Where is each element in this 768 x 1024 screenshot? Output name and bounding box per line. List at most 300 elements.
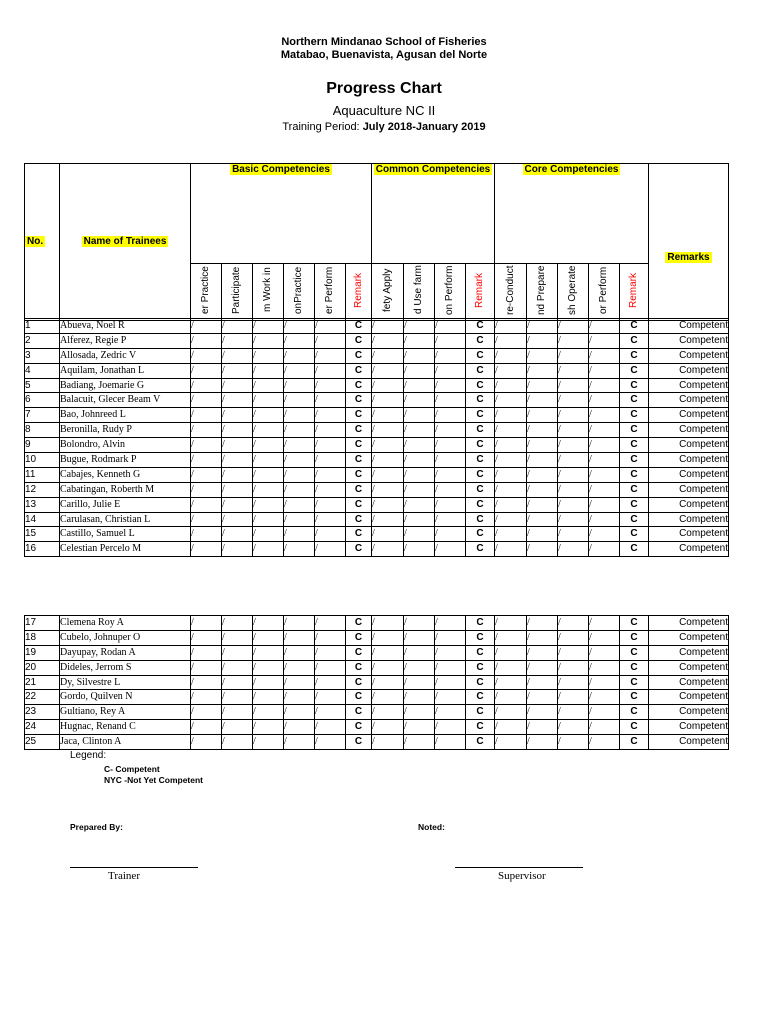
common-mark: / bbox=[372, 675, 404, 690]
core-grade: C bbox=[620, 423, 649, 438]
basic-mark: / bbox=[191, 378, 222, 393]
basic-mark: / bbox=[253, 408, 284, 423]
unit-common-3: on Perform bbox=[444, 265, 455, 315]
basic-mark: / bbox=[284, 393, 315, 408]
basic-mark: / bbox=[253, 527, 284, 542]
trainee-name: Carillo, Julie E bbox=[60, 497, 191, 512]
core-mark: / bbox=[495, 453, 527, 468]
core-mark: / bbox=[589, 482, 620, 497]
trainee-number: 19 bbox=[25, 645, 60, 660]
basic-grade: C bbox=[346, 720, 372, 735]
basic-mark: / bbox=[284, 408, 315, 423]
common-mark: / bbox=[404, 720, 435, 735]
basic-grade: C bbox=[346, 348, 372, 363]
core-mark: / bbox=[589, 645, 620, 660]
group-basic-competencies: Basic Competencies bbox=[232, 164, 330, 175]
core-mark: / bbox=[589, 348, 620, 363]
basic-mark: / bbox=[191, 497, 222, 512]
unit-core-1: re-Conduct bbox=[504, 265, 516, 315]
core-mark: / bbox=[527, 660, 558, 675]
common-mark: / bbox=[404, 527, 435, 542]
common-grade: C bbox=[466, 512, 495, 527]
core-mark: / bbox=[589, 453, 620, 468]
table-row bbox=[25, 616, 729, 631]
core-mark: / bbox=[495, 348, 527, 363]
trainer-label: Trainer bbox=[108, 870, 140, 882]
basic-mark: / bbox=[222, 393, 253, 408]
basic-mark: / bbox=[191, 453, 222, 468]
basic-mark: / bbox=[191, 660, 222, 675]
legend-competent: C- Competent bbox=[104, 764, 160, 774]
trainee-name: Gultiano, Rey A bbox=[60, 705, 191, 720]
core-mark: / bbox=[495, 333, 527, 348]
trainee-remark: Competent bbox=[649, 408, 729, 423]
core-mark: / bbox=[495, 660, 527, 675]
common-mark: / bbox=[404, 393, 435, 408]
basic-mark: / bbox=[284, 630, 315, 645]
basic-mark: / bbox=[253, 630, 284, 645]
trainee-remark: Competent bbox=[649, 705, 729, 720]
basic-mark: / bbox=[315, 645, 346, 660]
table-row bbox=[25, 482, 729, 497]
core-mark: / bbox=[527, 527, 558, 542]
col-header-name: Name of Trainees bbox=[83, 236, 167, 247]
trainee-name: Allosada, Zedric V bbox=[60, 348, 191, 363]
core-grade: C bbox=[620, 512, 649, 527]
core-grade: C bbox=[620, 333, 649, 348]
common-mark: / bbox=[435, 467, 466, 482]
trainee-remark: Competent bbox=[649, 497, 729, 512]
core-mark: / bbox=[527, 705, 558, 720]
basic-mark: / bbox=[222, 735, 253, 750]
basic-grade: C bbox=[346, 527, 372, 542]
common-mark: / bbox=[435, 453, 466, 468]
core-mark: / bbox=[527, 333, 558, 348]
core-mark: / bbox=[589, 438, 620, 453]
basic-grade: C bbox=[346, 690, 372, 705]
common-mark: / bbox=[435, 660, 466, 675]
table-row bbox=[25, 453, 729, 468]
basic-mark: / bbox=[284, 705, 315, 720]
table-row bbox=[25, 423, 729, 438]
basic-mark: / bbox=[191, 423, 222, 438]
core-mark: / bbox=[495, 423, 527, 438]
common-mark: / bbox=[435, 720, 466, 735]
trainee-remark: Competent bbox=[649, 467, 729, 482]
core-mark: / bbox=[495, 467, 527, 482]
basic-mark: / bbox=[315, 408, 346, 423]
core-grade: C bbox=[620, 497, 649, 512]
core-mark: / bbox=[589, 705, 620, 720]
core-mark: / bbox=[558, 705, 589, 720]
basic-grade: C bbox=[346, 675, 372, 690]
table-row bbox=[25, 542, 729, 557]
trainee-number: 9 bbox=[25, 438, 60, 453]
trainee-name: Hugnac, Renand C bbox=[60, 720, 191, 735]
basic-grade: C bbox=[346, 616, 372, 631]
core-grade: C bbox=[620, 720, 649, 735]
basic-mark: / bbox=[253, 735, 284, 750]
trainee-number: 23 bbox=[25, 705, 60, 720]
core-mark: / bbox=[558, 333, 589, 348]
page-title: Progress Chart bbox=[326, 80, 442, 97]
core-mark: / bbox=[589, 319, 620, 334]
core-mark: / bbox=[527, 423, 558, 438]
core-grade: C bbox=[620, 467, 649, 482]
core-grade: C bbox=[620, 645, 649, 660]
table-row bbox=[25, 333, 729, 348]
basic-mark: / bbox=[284, 527, 315, 542]
basic-mark: / bbox=[191, 393, 222, 408]
trainee-name: Aquilam, Jonathan L bbox=[60, 363, 191, 378]
basic-mark: / bbox=[315, 630, 346, 645]
common-mark: / bbox=[435, 735, 466, 750]
trainer-signature-line bbox=[70, 867, 198, 868]
basic-mark: / bbox=[253, 453, 284, 468]
trainee-remark: Competent bbox=[649, 542, 729, 557]
trainee-name: Castillo, Samuel L bbox=[60, 527, 191, 542]
trainee-remark: Competent bbox=[649, 363, 729, 378]
basic-mark: / bbox=[284, 690, 315, 705]
core-mark: / bbox=[589, 616, 620, 631]
core-mark: / bbox=[527, 482, 558, 497]
basic-mark: / bbox=[253, 393, 284, 408]
common-mark: / bbox=[372, 630, 404, 645]
common-grade: C bbox=[466, 735, 495, 750]
group-common-competencies: Common Competencies bbox=[375, 164, 491, 175]
basic-mark: / bbox=[253, 497, 284, 512]
col-header-no: No. bbox=[27, 236, 44, 247]
core-grade: C bbox=[620, 690, 649, 705]
basic-mark: / bbox=[191, 482, 222, 497]
prepared-by-label: Prepared By: bbox=[70, 822, 123, 832]
basic-mark: / bbox=[222, 660, 253, 675]
common-grade: C bbox=[466, 497, 495, 512]
common-mark: / bbox=[435, 423, 466, 438]
core-grade: C bbox=[620, 630, 649, 645]
basic-mark: / bbox=[253, 333, 284, 348]
table-row bbox=[25, 378, 729, 393]
common-mark: / bbox=[435, 363, 466, 378]
basic-mark: / bbox=[315, 438, 346, 453]
basic-mark: / bbox=[284, 542, 315, 557]
core-grade: C bbox=[620, 527, 649, 542]
core-mark: / bbox=[495, 378, 527, 393]
core-mark: / bbox=[558, 438, 589, 453]
trainee-number: 6 bbox=[25, 393, 60, 408]
common-grade: C bbox=[466, 482, 495, 497]
core-mark: / bbox=[589, 720, 620, 735]
basic-mark: / bbox=[253, 675, 284, 690]
common-grade: C bbox=[466, 393, 495, 408]
core-grade: C bbox=[620, 675, 649, 690]
basic-grade: C bbox=[346, 438, 372, 453]
core-mark: / bbox=[589, 735, 620, 750]
core-mark: / bbox=[589, 467, 620, 482]
basic-mark: / bbox=[191, 616, 222, 631]
basic-mark: / bbox=[253, 542, 284, 557]
core-mark: / bbox=[495, 542, 527, 557]
core-mark: / bbox=[527, 616, 558, 631]
core-mark: / bbox=[558, 720, 589, 735]
trainee-remark: Competent bbox=[649, 438, 729, 453]
basic-mark: / bbox=[284, 512, 315, 527]
common-mark: / bbox=[404, 542, 435, 557]
unit-core-3: sh Operate bbox=[567, 265, 578, 315]
core-grade: C bbox=[620, 363, 649, 378]
core-mark: / bbox=[527, 393, 558, 408]
common-mark: / bbox=[372, 720, 404, 735]
trainee-name: Jaca, Clinton A bbox=[60, 735, 191, 750]
common-mark: / bbox=[372, 705, 404, 720]
core-mark: / bbox=[495, 482, 527, 497]
basic-mark: / bbox=[315, 333, 346, 348]
trainee-number: 4 bbox=[25, 363, 60, 378]
basic-mark: / bbox=[315, 512, 346, 527]
core-mark: / bbox=[589, 497, 620, 512]
basic-mark: / bbox=[253, 660, 284, 675]
core-mark: / bbox=[558, 616, 589, 631]
common-mark: / bbox=[435, 705, 466, 720]
common-mark: / bbox=[404, 705, 435, 720]
noted-label: Noted: bbox=[418, 822, 445, 832]
trainee-name: Cabajes, Kenneth G bbox=[60, 467, 191, 482]
core-mark: / bbox=[495, 527, 527, 542]
trainee-number: 7 bbox=[25, 408, 60, 423]
basic-mark: / bbox=[191, 735, 222, 750]
trainee-number: 3 bbox=[25, 348, 60, 363]
core-grade: C bbox=[620, 319, 649, 334]
basic-mark: / bbox=[315, 319, 346, 334]
core-mark: / bbox=[495, 720, 527, 735]
core-mark: / bbox=[558, 660, 589, 675]
common-mark: / bbox=[435, 348, 466, 363]
core-mark: / bbox=[589, 690, 620, 705]
core-mark: / bbox=[558, 467, 589, 482]
basic-mark: / bbox=[284, 720, 315, 735]
core-mark: / bbox=[527, 542, 558, 557]
progress-table-part-1 bbox=[24, 318, 729, 557]
common-mark: / bbox=[372, 735, 404, 750]
common-mark: / bbox=[404, 660, 435, 675]
common-mark: / bbox=[372, 453, 404, 468]
common-grade: C bbox=[466, 453, 495, 468]
core-mark: / bbox=[527, 690, 558, 705]
remark-core: Remark bbox=[628, 272, 639, 308]
progress-table-header bbox=[24, 163, 729, 321]
trainee-remark: Competent bbox=[649, 616, 729, 631]
basic-mark: / bbox=[191, 675, 222, 690]
trainee-remark: Competent bbox=[649, 512, 729, 527]
table-row bbox=[25, 735, 729, 750]
basic-mark: / bbox=[315, 616, 346, 631]
basic-mark: / bbox=[222, 363, 253, 378]
basic-mark: / bbox=[222, 438, 253, 453]
basic-mark: / bbox=[253, 319, 284, 334]
core-mark: / bbox=[589, 630, 620, 645]
common-mark: / bbox=[372, 348, 404, 363]
common-grade: C bbox=[466, 467, 495, 482]
basic-grade: C bbox=[346, 333, 372, 348]
common-mark: / bbox=[435, 645, 466, 660]
core-mark: / bbox=[495, 675, 527, 690]
basic-mark: / bbox=[222, 482, 253, 497]
core-grade: C bbox=[620, 408, 649, 423]
core-mark: / bbox=[527, 348, 558, 363]
common-mark: / bbox=[372, 408, 404, 423]
trainee-remark: Competent bbox=[649, 630, 729, 645]
core-mark: / bbox=[495, 438, 527, 453]
unit-basic-1: er Practice bbox=[200, 266, 211, 314]
trainee-name: Dideles, Jerrom S bbox=[60, 660, 191, 675]
table-row bbox=[25, 512, 729, 527]
core-mark: / bbox=[527, 675, 558, 690]
table-row bbox=[25, 527, 729, 542]
core-mark: / bbox=[558, 423, 589, 438]
core-mark: / bbox=[558, 527, 589, 542]
core-mark: / bbox=[558, 690, 589, 705]
common-mark: / bbox=[435, 497, 466, 512]
core-mark: / bbox=[558, 630, 589, 645]
core-mark: / bbox=[558, 453, 589, 468]
core-mark: / bbox=[558, 393, 589, 408]
basic-mark: / bbox=[284, 378, 315, 393]
trainee-name: Dy, Silvestre L bbox=[60, 675, 191, 690]
core-grade: C bbox=[620, 616, 649, 631]
trainee-number: 1 bbox=[25, 319, 60, 334]
core-mark: / bbox=[589, 527, 620, 542]
common-mark: / bbox=[372, 333, 404, 348]
common-mark: / bbox=[435, 630, 466, 645]
basic-mark: / bbox=[222, 467, 253, 482]
basic-mark: / bbox=[191, 348, 222, 363]
basic-mark: / bbox=[315, 497, 346, 512]
basic-grade: C bbox=[346, 512, 372, 527]
core-mark: / bbox=[558, 542, 589, 557]
core-grade: C bbox=[620, 378, 649, 393]
trainee-remark: Competent bbox=[649, 482, 729, 497]
core-mark: / bbox=[558, 363, 589, 378]
common-mark: / bbox=[372, 363, 404, 378]
common-grade: C bbox=[466, 690, 495, 705]
trainee-remark: Competent bbox=[649, 378, 729, 393]
trainee-number: 24 bbox=[25, 720, 60, 735]
basic-grade: C bbox=[346, 645, 372, 660]
common-grade: C bbox=[466, 363, 495, 378]
core-mark: / bbox=[495, 705, 527, 720]
core-mark: / bbox=[558, 319, 589, 334]
common-mark: / bbox=[404, 423, 435, 438]
common-grade: C bbox=[466, 645, 495, 660]
common-mark: / bbox=[435, 690, 466, 705]
trainee-remark: Competent bbox=[649, 660, 729, 675]
basic-grade: C bbox=[346, 319, 372, 334]
common-mark: / bbox=[404, 675, 435, 690]
group-core-competencies: Core Competencies bbox=[524, 164, 619, 175]
common-mark: / bbox=[404, 482, 435, 497]
unit-basic-3: m Work in bbox=[262, 267, 273, 313]
core-mark: / bbox=[589, 408, 620, 423]
trainee-name: Clemena Roy A bbox=[60, 616, 191, 631]
table-row bbox=[25, 645, 729, 660]
basic-mark: / bbox=[222, 690, 253, 705]
common-grade: C bbox=[466, 408, 495, 423]
basic-mark: / bbox=[315, 453, 346, 468]
trainee-remark: Competent bbox=[649, 319, 729, 334]
basic-mark: / bbox=[253, 705, 284, 720]
core-mark: / bbox=[527, 453, 558, 468]
core-mark: / bbox=[495, 408, 527, 423]
basic-mark: / bbox=[284, 363, 315, 378]
trainee-remark: Competent bbox=[649, 333, 729, 348]
basic-mark: / bbox=[284, 453, 315, 468]
core-mark: / bbox=[558, 497, 589, 512]
common-mark: / bbox=[435, 438, 466, 453]
trainee-number: 15 bbox=[25, 527, 60, 542]
trainee-number: 20 bbox=[25, 660, 60, 675]
common-mark: / bbox=[435, 616, 466, 631]
core-mark: / bbox=[589, 660, 620, 675]
core-mark: / bbox=[495, 735, 527, 750]
basic-mark: / bbox=[284, 497, 315, 512]
basic-grade: C bbox=[346, 542, 372, 557]
basic-mark: / bbox=[253, 720, 284, 735]
basic-grade: C bbox=[346, 630, 372, 645]
core-mark: / bbox=[558, 735, 589, 750]
unit-common-2: d Use farm bbox=[413, 265, 424, 315]
common-grade: C bbox=[466, 616, 495, 631]
supervisor-label: Supervisor bbox=[498, 870, 546, 882]
basic-mark: / bbox=[191, 467, 222, 482]
trainee-number: 8 bbox=[25, 423, 60, 438]
basic-grade: C bbox=[346, 393, 372, 408]
trainee-remark: Competent bbox=[649, 393, 729, 408]
common-mark: / bbox=[435, 408, 466, 423]
basic-mark: / bbox=[222, 675, 253, 690]
trainee-number: 16 bbox=[25, 542, 60, 557]
unit-basic-5: er Perform bbox=[324, 266, 335, 314]
basic-grade: C bbox=[346, 497, 372, 512]
basic-mark: / bbox=[315, 363, 346, 378]
core-mark: / bbox=[589, 512, 620, 527]
common-mark: / bbox=[435, 542, 466, 557]
basic-mark: / bbox=[253, 438, 284, 453]
core-mark: / bbox=[495, 393, 527, 408]
core-grade: C bbox=[620, 735, 649, 750]
trainee-name: Dayupay, Rodan A bbox=[60, 645, 191, 660]
table-row bbox=[25, 363, 729, 378]
common-mark: / bbox=[404, 378, 435, 393]
basic-mark: / bbox=[191, 438, 222, 453]
common-grade: C bbox=[466, 438, 495, 453]
trainee-remark: Competent bbox=[649, 720, 729, 735]
common-mark: / bbox=[404, 735, 435, 750]
basic-mark: / bbox=[315, 423, 346, 438]
basic-mark: / bbox=[315, 720, 346, 735]
unit-basic-4: onPractice bbox=[293, 266, 304, 314]
common-mark: / bbox=[435, 527, 466, 542]
training-period bbox=[0, 121, 768, 133]
basic-mark: / bbox=[284, 616, 315, 631]
trainee-name: Carulasan, Christian L bbox=[60, 512, 191, 527]
common-mark: / bbox=[404, 690, 435, 705]
basic-mark: / bbox=[222, 616, 253, 631]
common-grade: C bbox=[466, 348, 495, 363]
core-mark: / bbox=[495, 497, 527, 512]
trainee-remark: Competent bbox=[649, 675, 729, 690]
table-row bbox=[25, 467, 729, 482]
basic-mark: / bbox=[284, 675, 315, 690]
